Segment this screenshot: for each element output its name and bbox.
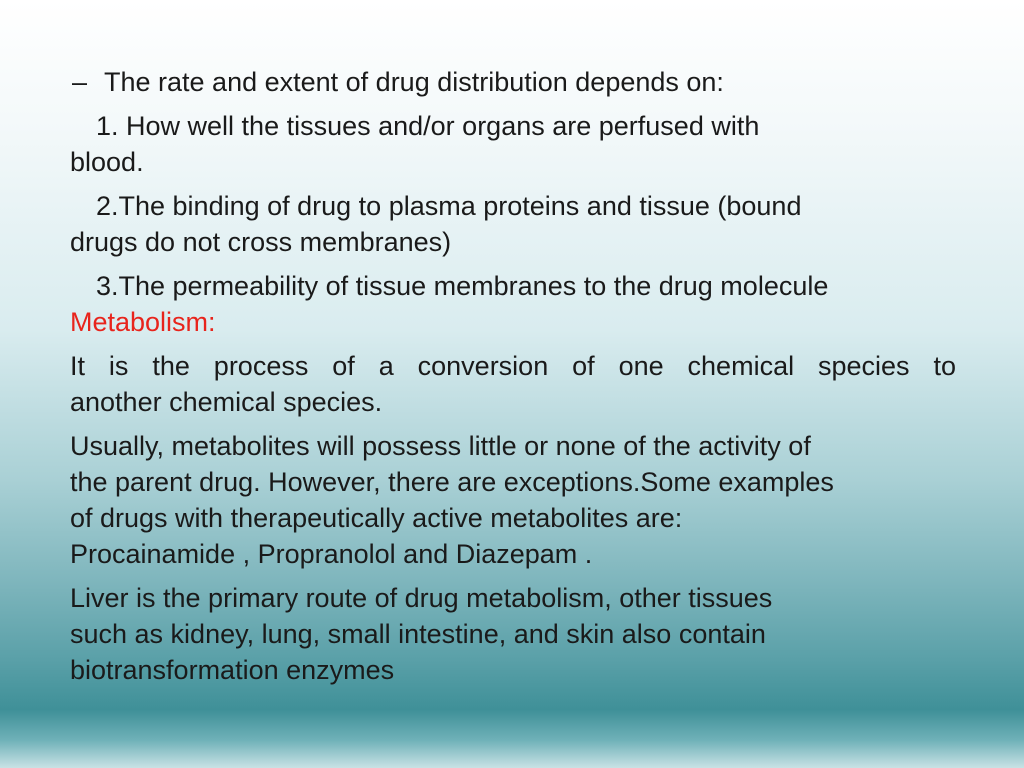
factor-item (70, 108, 956, 180)
factor-text: 2.The binding of drug to plasma proteins and tissue (bound (96, 191, 802, 221)
dash-bullet: – (72, 67, 88, 97)
paragraph-line: such as kidney, lung, small intestine, and skin also contain (70, 619, 766, 649)
metabolites-paragraph (70, 428, 956, 572)
definition-paragraph (70, 348, 956, 420)
factor-item (70, 188, 956, 260)
paragraph-line: It is the process of a conversion of one chemical species to (70, 351, 956, 381)
paragraph-line: Procainamide , Propranolol and Diazepam . (70, 539, 593, 569)
intro-line (72, 64, 956, 100)
intro-text: The rate and extent of drug distribution depends on: (104, 67, 724, 97)
paragraph-line: Usually, metabolites will possess little or none of the activity of (70, 431, 811, 461)
factor-text: blood. (70, 147, 144, 177)
factor-text: drugs do not cross membranes) (70, 227, 452, 257)
liver-paragraph (70, 580, 956, 688)
paragraph-line: Liver is the primary route of drug metabolism, other tissues (70, 583, 773, 613)
paragraph-line: of drugs with therapeutically active metabolites are: (70, 503, 683, 533)
paragraph-line: biotransformation enzymes (70, 655, 395, 685)
slide-body (70, 64, 956, 688)
paragraph-line: another chemical species. (70, 387, 383, 417)
metabolism-heading: Metabolism: (70, 307, 216, 337)
paragraph-line: the parent drug. However, there are exceptions.Some examples (70, 467, 834, 497)
factor-text: 3.The permeability of tissue membranes to the drug molecule (96, 271, 829, 301)
factor-item (70, 268, 956, 304)
factor-text: 1. How well the tissues and/or organs are perfused with (96, 111, 760, 141)
